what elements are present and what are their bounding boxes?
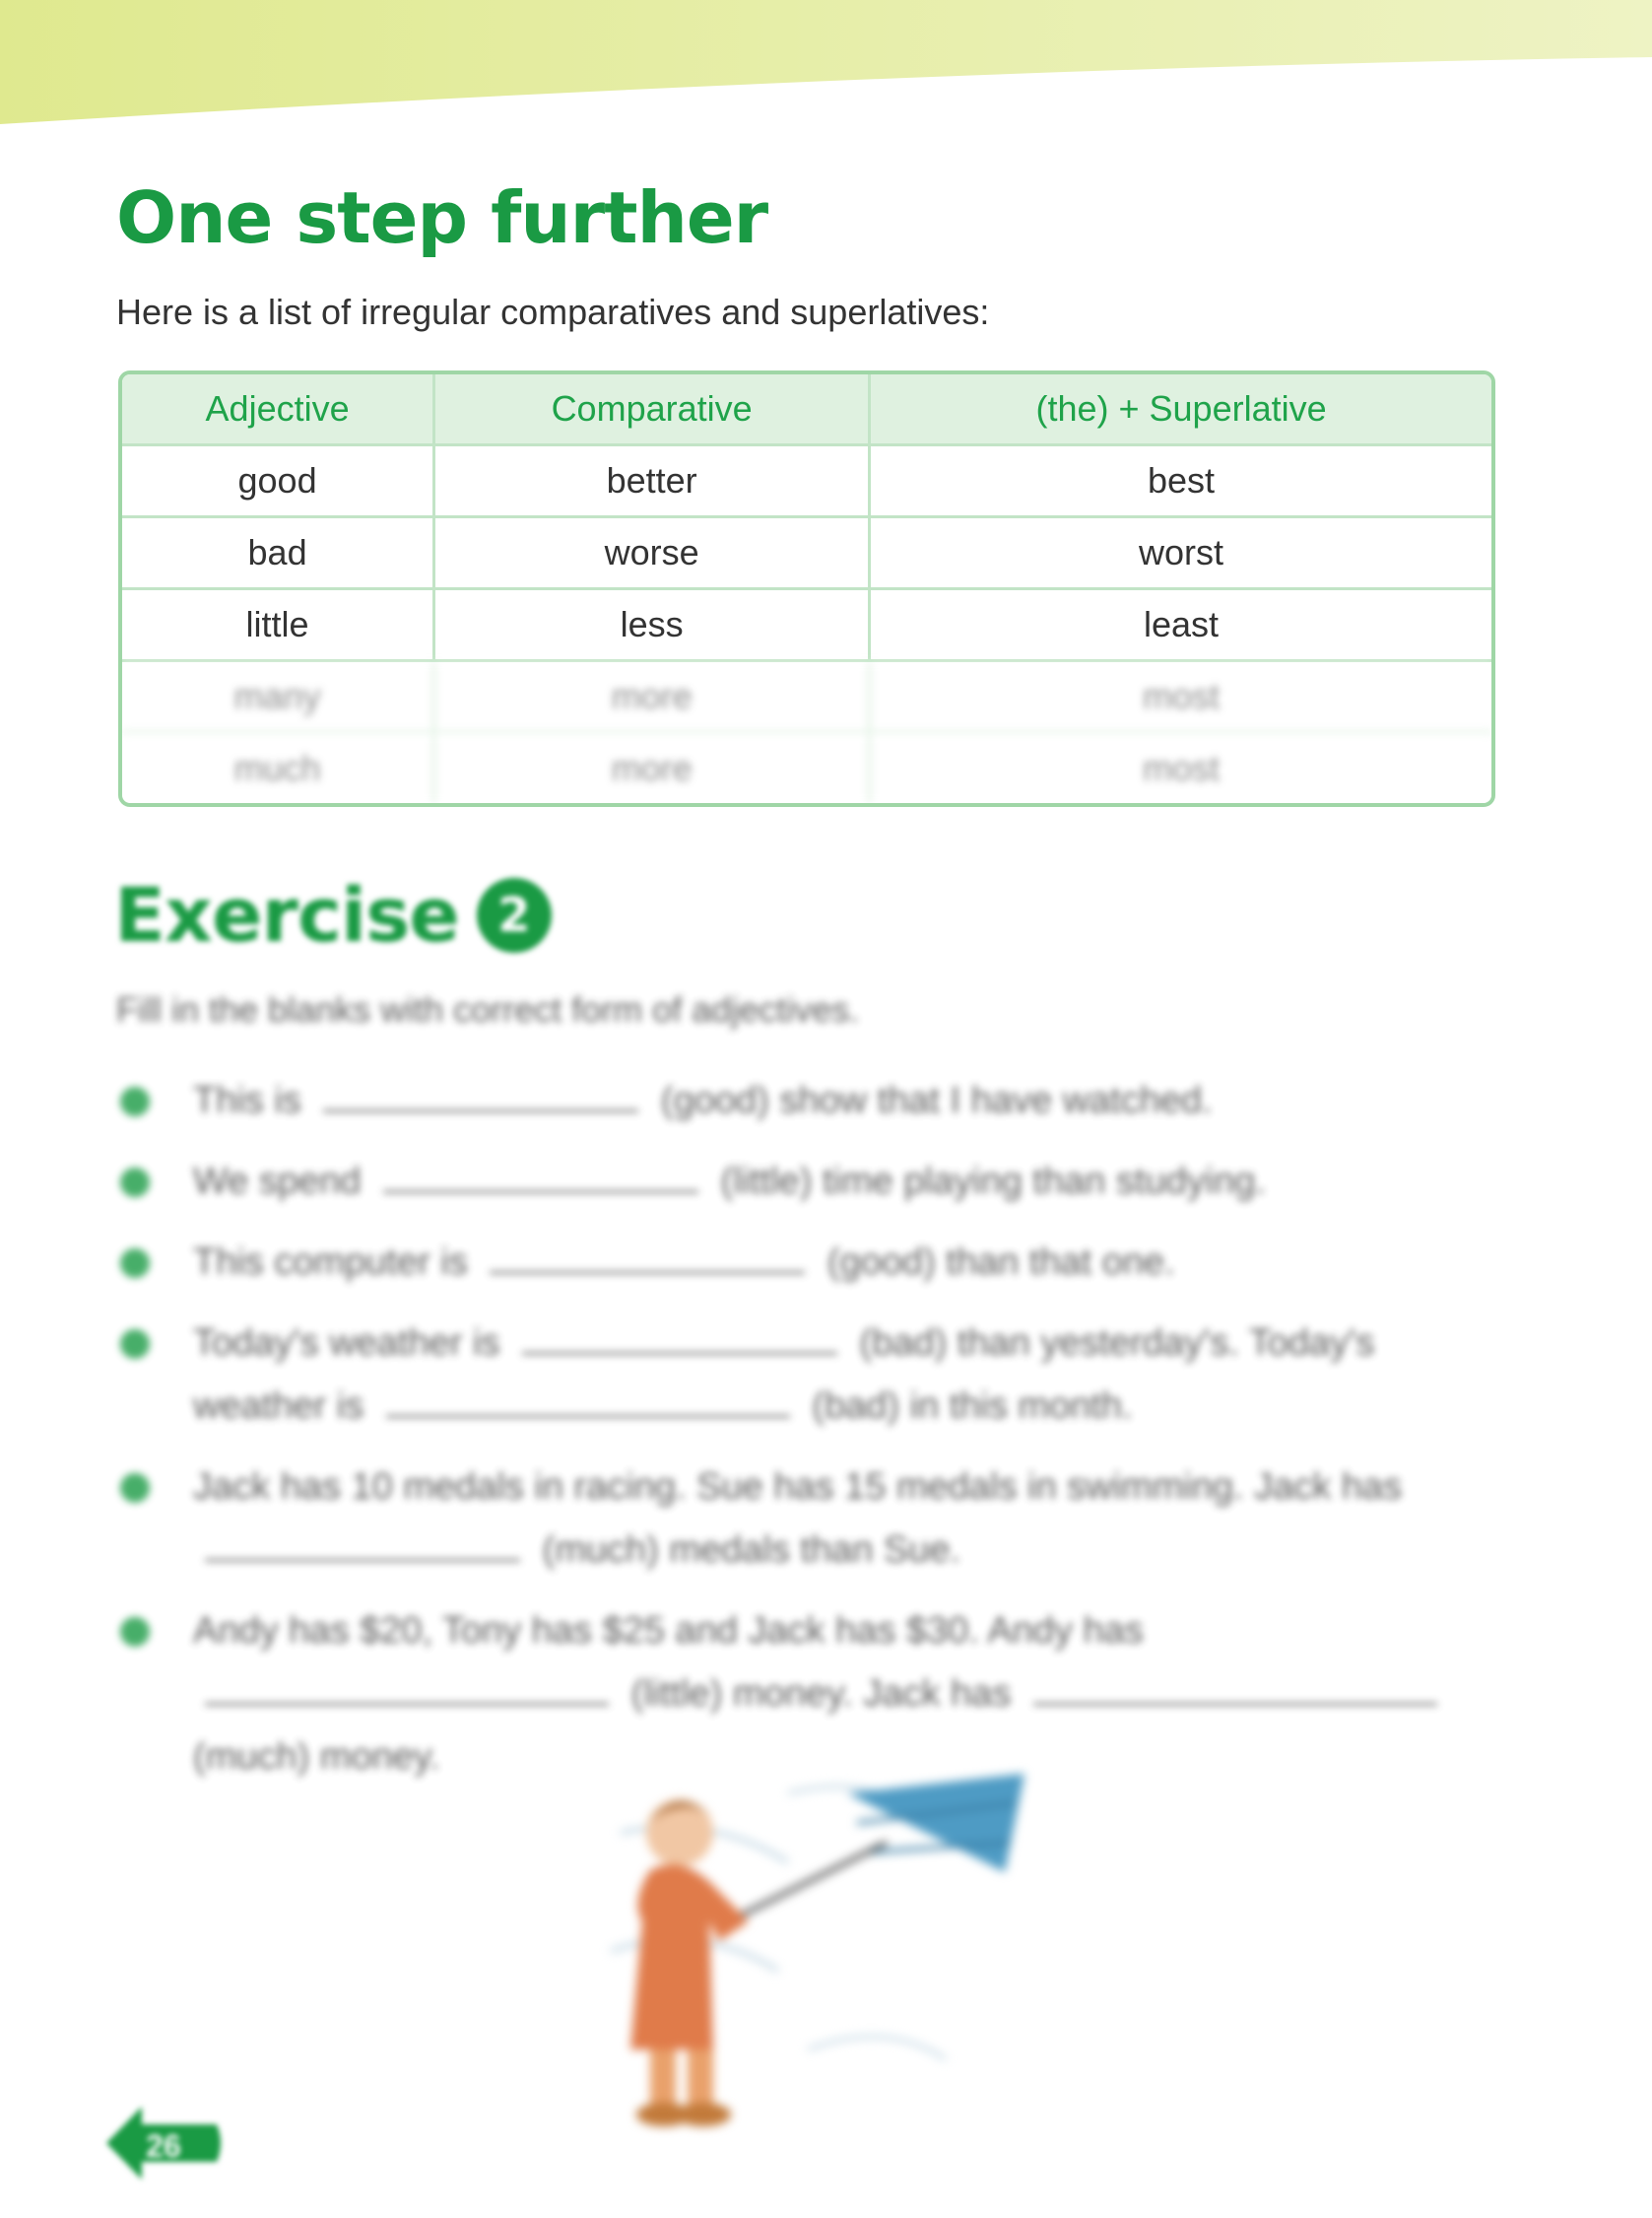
item-text-mid: (little) money. Jack has	[630, 1673, 1012, 1714]
table-cell: worse	[435, 518, 871, 590]
exercise-items	[116, 1069, 1476, 1806]
table-header-row	[122, 374, 1491, 446]
answer-blank[interactable]	[205, 1519, 520, 1562]
table-row	[122, 662, 1491, 734]
item-text-after: (little) time playing than studying.	[720, 1161, 1266, 1202]
item-text-before: This is	[193, 1080, 301, 1121]
list-item	[116, 1150, 1476, 1213]
item-text-before: We spend	[193, 1161, 362, 1202]
bullet-icon	[120, 1168, 150, 1197]
column-header-comparative: Comparative	[435, 374, 871, 446]
intro-text: Here is a list of irregular comparatives and superlatives:	[116, 292, 990, 332]
exercise-heading	[114, 871, 552, 959]
item-text-before: Jack has 10 medals in racing. Sue has 15 medals in swimming. Jack has	[193, 1466, 1403, 1508]
table-cell: better	[435, 446, 871, 518]
list-item	[116, 1069, 1476, 1132]
table-cell: bad	[122, 518, 435, 590]
bullet-icon	[120, 1617, 150, 1647]
bullet-icon	[120, 1248, 150, 1278]
irregular-adjectives-table	[118, 370, 1495, 807]
answer-blank[interactable]	[205, 1663, 609, 1706]
item-text-before: Today's weather is	[193, 1322, 500, 1364]
bullet-icon	[120, 1329, 150, 1359]
table-row	[122, 446, 1491, 518]
table-cell: less	[435, 590, 871, 662]
table-cell: more	[435, 662, 871, 734]
answer-blank[interactable]	[386, 1376, 790, 1418]
bullet-icon	[120, 1087, 150, 1116]
item-text-after: (much) medals than Sue.	[542, 1529, 961, 1571]
table-row	[122, 734, 1491, 803]
exercise-title: Exercise	[114, 871, 459, 959]
table-cell: more	[435, 734, 871, 803]
answer-blank[interactable]	[383, 1151, 698, 1193]
item-text-after: (good) than that one.	[826, 1242, 1175, 1283]
column-header-superlative: (the) + Superlative	[871, 374, 1491, 446]
page-title: One step further	[116, 176, 768, 259]
list-item	[116, 1231, 1476, 1294]
table-cell: worst	[871, 518, 1491, 590]
list-item	[116, 1455, 1476, 1581]
item-text-after: (bad) in this month.	[812, 1385, 1133, 1427]
answer-blank[interactable]	[1033, 1663, 1437, 1706]
windy-umbrella-illustration	[591, 1754, 1044, 2148]
answer-blank[interactable]	[522, 1312, 837, 1355]
item-text-after: (good) show that I have watched.	[660, 1080, 1213, 1121]
table-cell: many	[122, 662, 435, 734]
item-text-before: This computer is	[193, 1242, 468, 1283]
answer-blank[interactable]	[490, 1232, 805, 1274]
item-text-before: Andy has $20, Tony has $25 and Jack has $30. Andy has	[193, 1610, 1144, 1651]
item-text-after: (much) money.	[193, 1736, 440, 1778]
column-header-adjective: Adjective	[122, 374, 435, 446]
table-row	[122, 590, 1491, 662]
bullet-icon	[120, 1473, 150, 1503]
table-cell: least	[871, 590, 1491, 662]
answer-blank[interactable]	[323, 1070, 638, 1112]
table-cell: most	[871, 734, 1491, 803]
table-cell: little	[122, 590, 435, 662]
exercise-instruction: Fill in the blanks with correct form of adjectives.	[116, 989, 860, 1030]
table-cell: good	[122, 446, 435, 518]
list-item	[116, 1311, 1476, 1438]
table-cell: much	[122, 734, 435, 803]
table-cell: most	[871, 662, 1491, 734]
page-number: 26	[146, 2128, 181, 2164]
top-decorative-band	[0, 0, 1652, 128]
item-text-mid: (bad) than yesterday's. Today's weather is	[193, 1322, 1375, 1427]
exercise-number-badge: 2	[477, 878, 552, 953]
table-row	[122, 518, 1491, 590]
table-cell: best	[871, 446, 1491, 518]
